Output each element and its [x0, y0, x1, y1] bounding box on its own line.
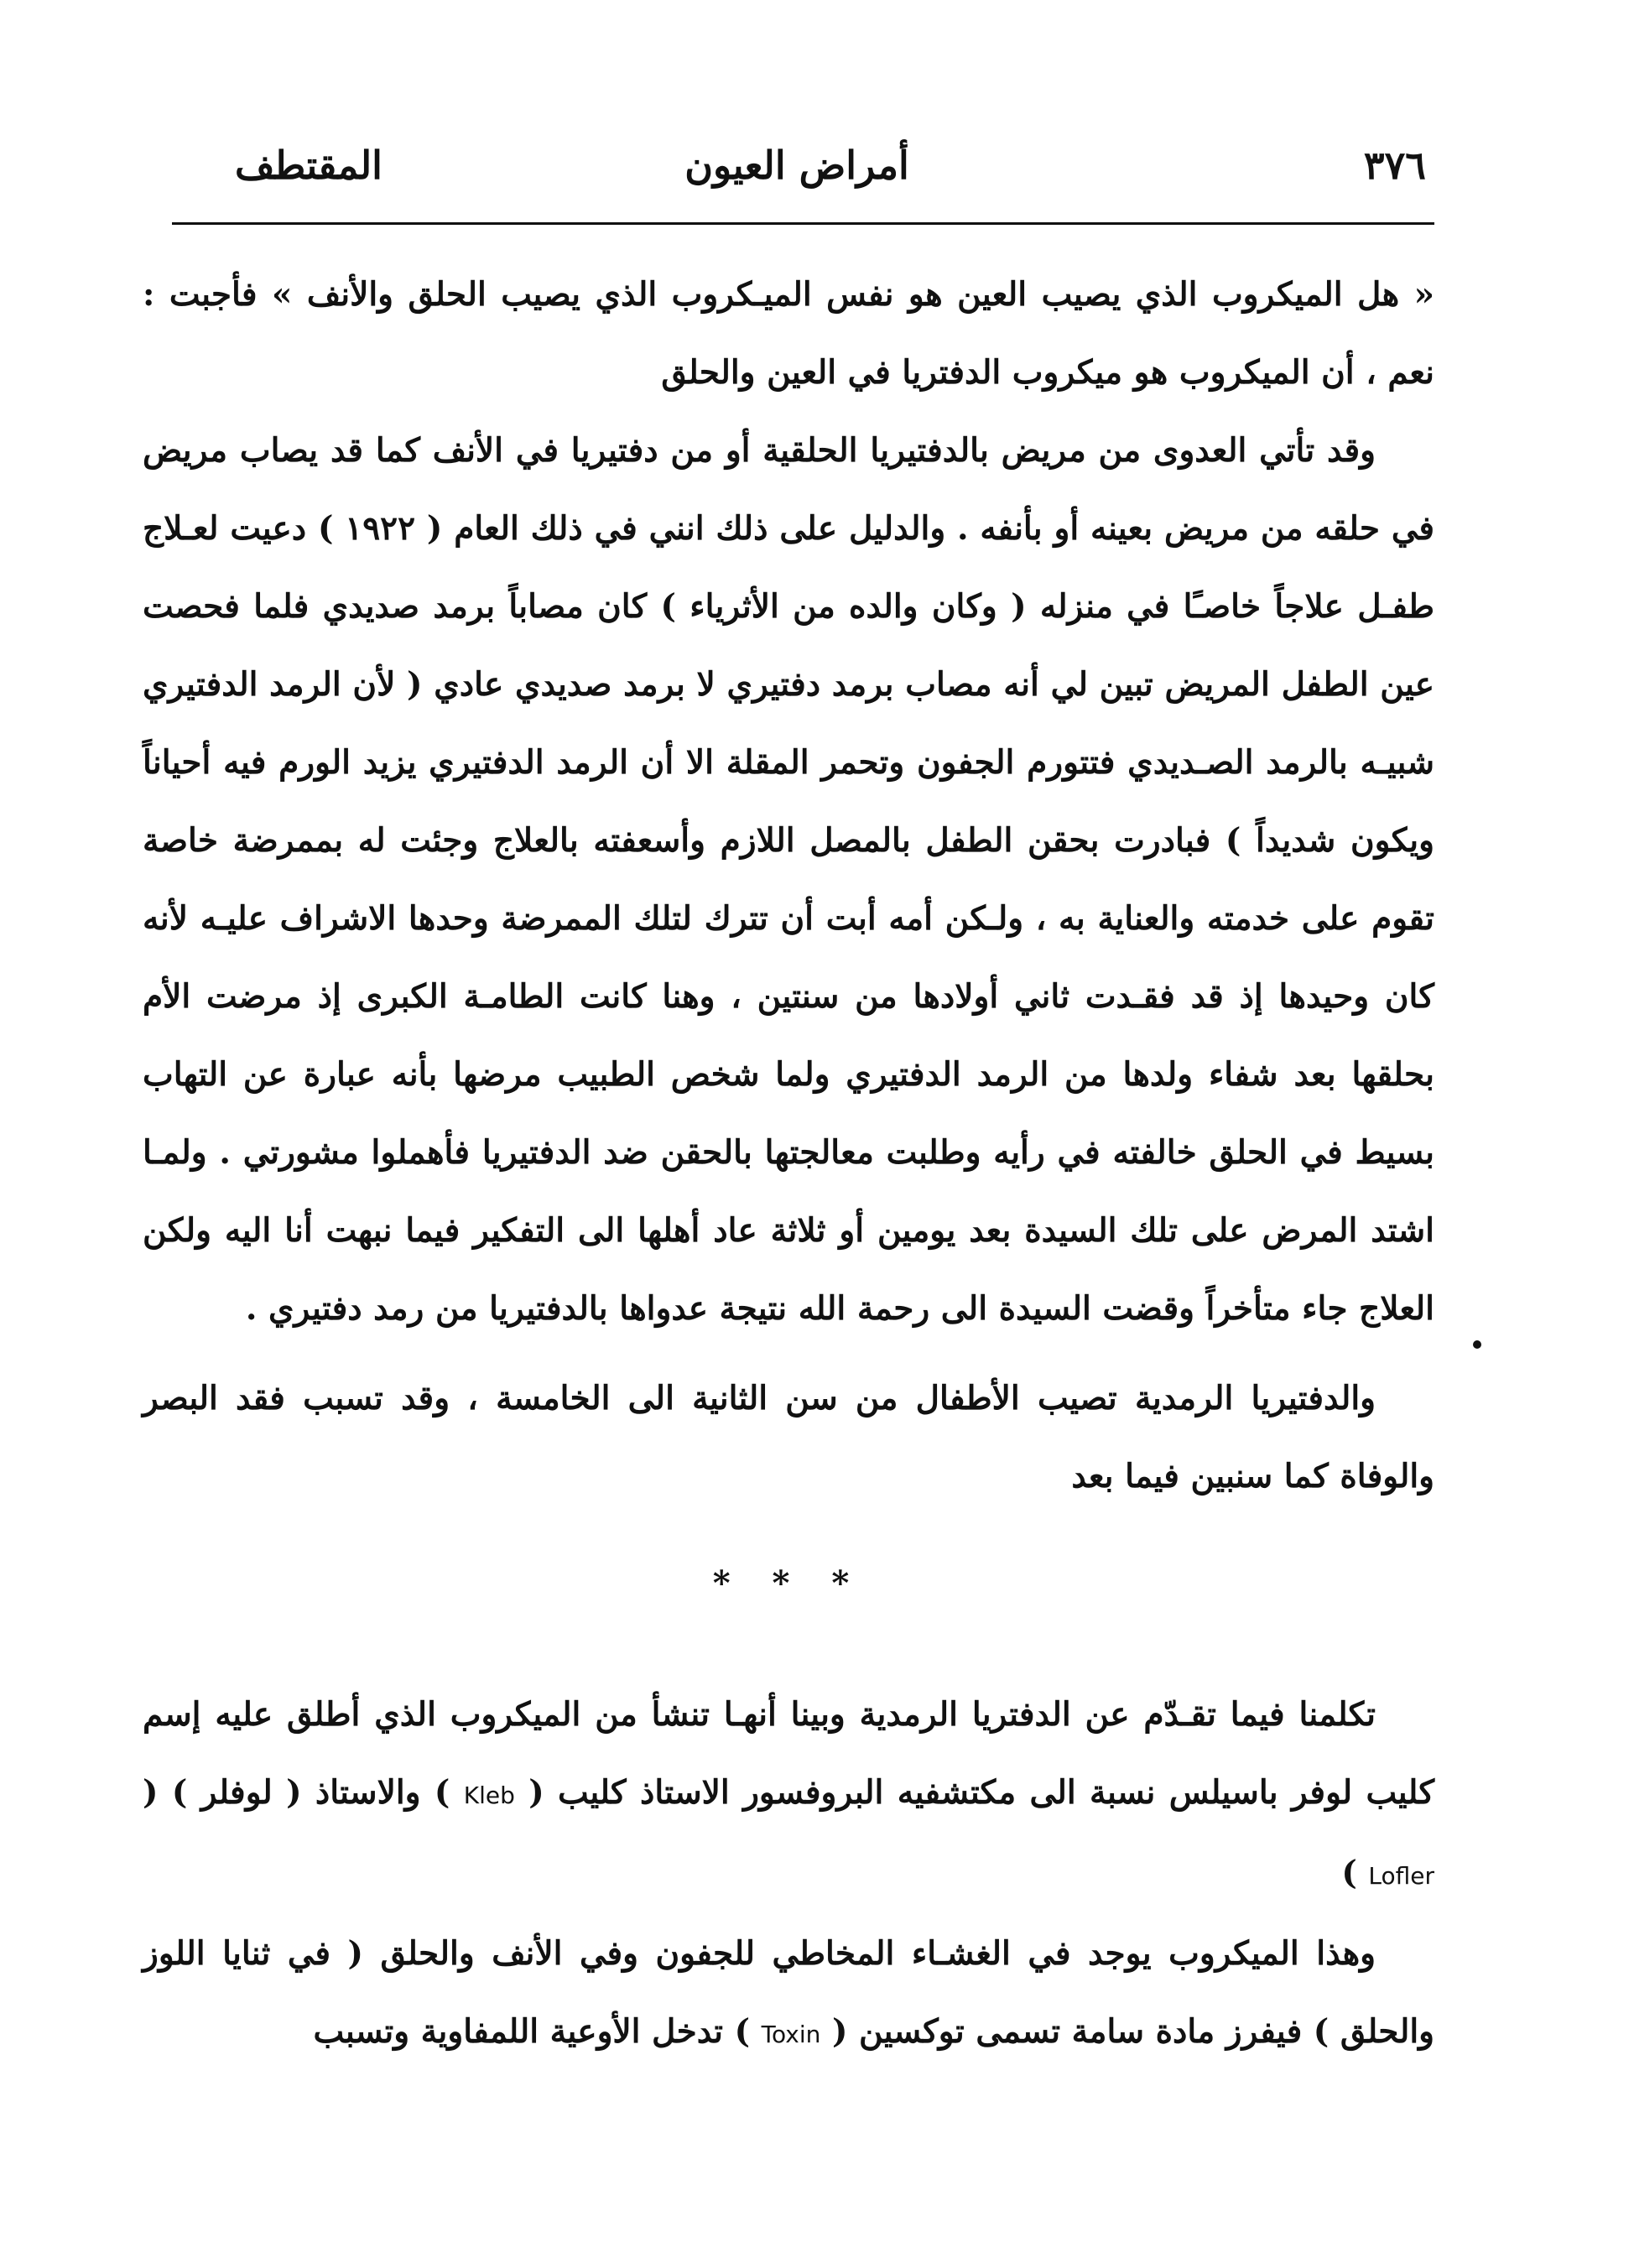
latin-term-toxin: Toxin — [761, 2021, 821, 2048]
latin-term-lofler: Lofler — [1368, 1862, 1434, 1890]
section-divider: * * * — [712, 1563, 865, 1603]
paragraph-microbe-origin-text-3: ) — [1341, 1854, 1357, 1892]
article-title: أمراض العيون — [684, 143, 909, 188]
article-body — [143, 256, 1434, 2073]
margin-ink-dot — [1473, 1340, 1481, 1349]
paragraph-toxin-text-1: وهذا الميكروب يوجد في الغشـاء المخاطي للجفون وفي الأنف والحلق ( في ثنايا اللوز والحلق ) فيفرز مادة سامة تسمى توكسين ( — [143, 1934, 1434, 2051]
paragraph-case-report: وقد تأتي العدوى من مريض بالدفتيريا الحلقية أو من دفتيريا في الأنف كما قد يصاب مريض في حلقه من مريض بعينه أو بأنفه . والدليل على ذلك انني في ذلك العام ( ١٩٢٢ ) دعيت لعـلاج طفـل علاجاً خاصـًا في منزله ( وكان والده من الأثرياء ) كان مصاباً برمد صديدي فلما فحصت عين الطفل المريض تبين لي أنه مصاب برمد دفتيري لا برمد صديدي عادي ( لأن الرمد الدفتيري شبيـه بالرمد الصـديدي فتتورم الجفون وتحمر المقلة الا أن الرمد الدفتيري يزيد الورم فيه أحياناً ويكون شديداً ) فبادرت بحقن الطفل بالمصل اللازم وأسعفته بالعلاج وجئت له بممرضة خاصة تقوم على خدمته والعناية به ، ولـكن أمه أبت أن تترك لتلك الممرضة وحدها الاشراف عليـه لأنه كان وحيدها إذ قد فقـدت ثاني أولادها من سنتين ، وهنا كانت الطامـة الكبرى إذ مرضت الأم بحلقها بعد شفاء ولدها من الرمد الدفتيري ولما شخص الطبيب مرضها بأنه عبارة عن التهاب بسيط في الحلق خالفته في رأيه وطلبت معالجتها بالحقن ضد الدفتيريا فأهملوا مشورتي . ولمـا اشتد المرض على تلك السيدة بعد يومين أو ثلاثة عاد أهلها الى التفكير فيما نبهت أنا اليه ولكن العلاج جاء متأخراً وقضت السيدة الى رحمة الله نتيجة عدواها بالدفتيريا من رمد دفتيري . — [143, 431, 1434, 1328]
paragraph-microbe-origin-text-2: ) والاستاذ ( لوفلر ) ( — [143, 1773, 450, 1812]
running-header — [168, 143, 1426, 201]
paragraph-toxin-text-2: ) تدخل الأوعية اللمفاوية وتسبب — [313, 2012, 751, 2051]
paragraph-microbe-origin-text-1: تكلمنا فيما تقـدّم عن الدفتريا الرمدية وبينا أنهـا تنشأ من الميكروب الذي أطلق عليه إسم كليب لوفر باسيلس نسبة الى مكتشفيه البروفسور الاستاذ كليب ( — [143, 1695, 1435, 1812]
paragraph-toxin — [143, 1915, 1434, 2073]
journal-name: المقتطف — [235, 143, 382, 188]
paragraph-microbe-origin — [143, 1676, 1434, 1915]
paragraph-quote: « هل الميكروب الذي يصيب العين هو نفس الميـكروب الذي يصيب الحلق والأنف » فأجبت : نعم ، أن الميكروب هو ميكروب الدفتريا في العين والحلق — [143, 275, 1434, 392]
header-rule — [172, 222, 1434, 225]
paragraph-prognosis: والدفتيريا الرمدية تصيب الأطفال من سن الثانية الى الخامسة ، وقد تسبب فقد البصر والوفاة كما سنبين فيما بعد — [143, 1379, 1434, 1496]
page-number: ٣٧٦ — [1363, 143, 1426, 188]
latin-term-kleb: Kleb — [463, 1782, 515, 1809]
